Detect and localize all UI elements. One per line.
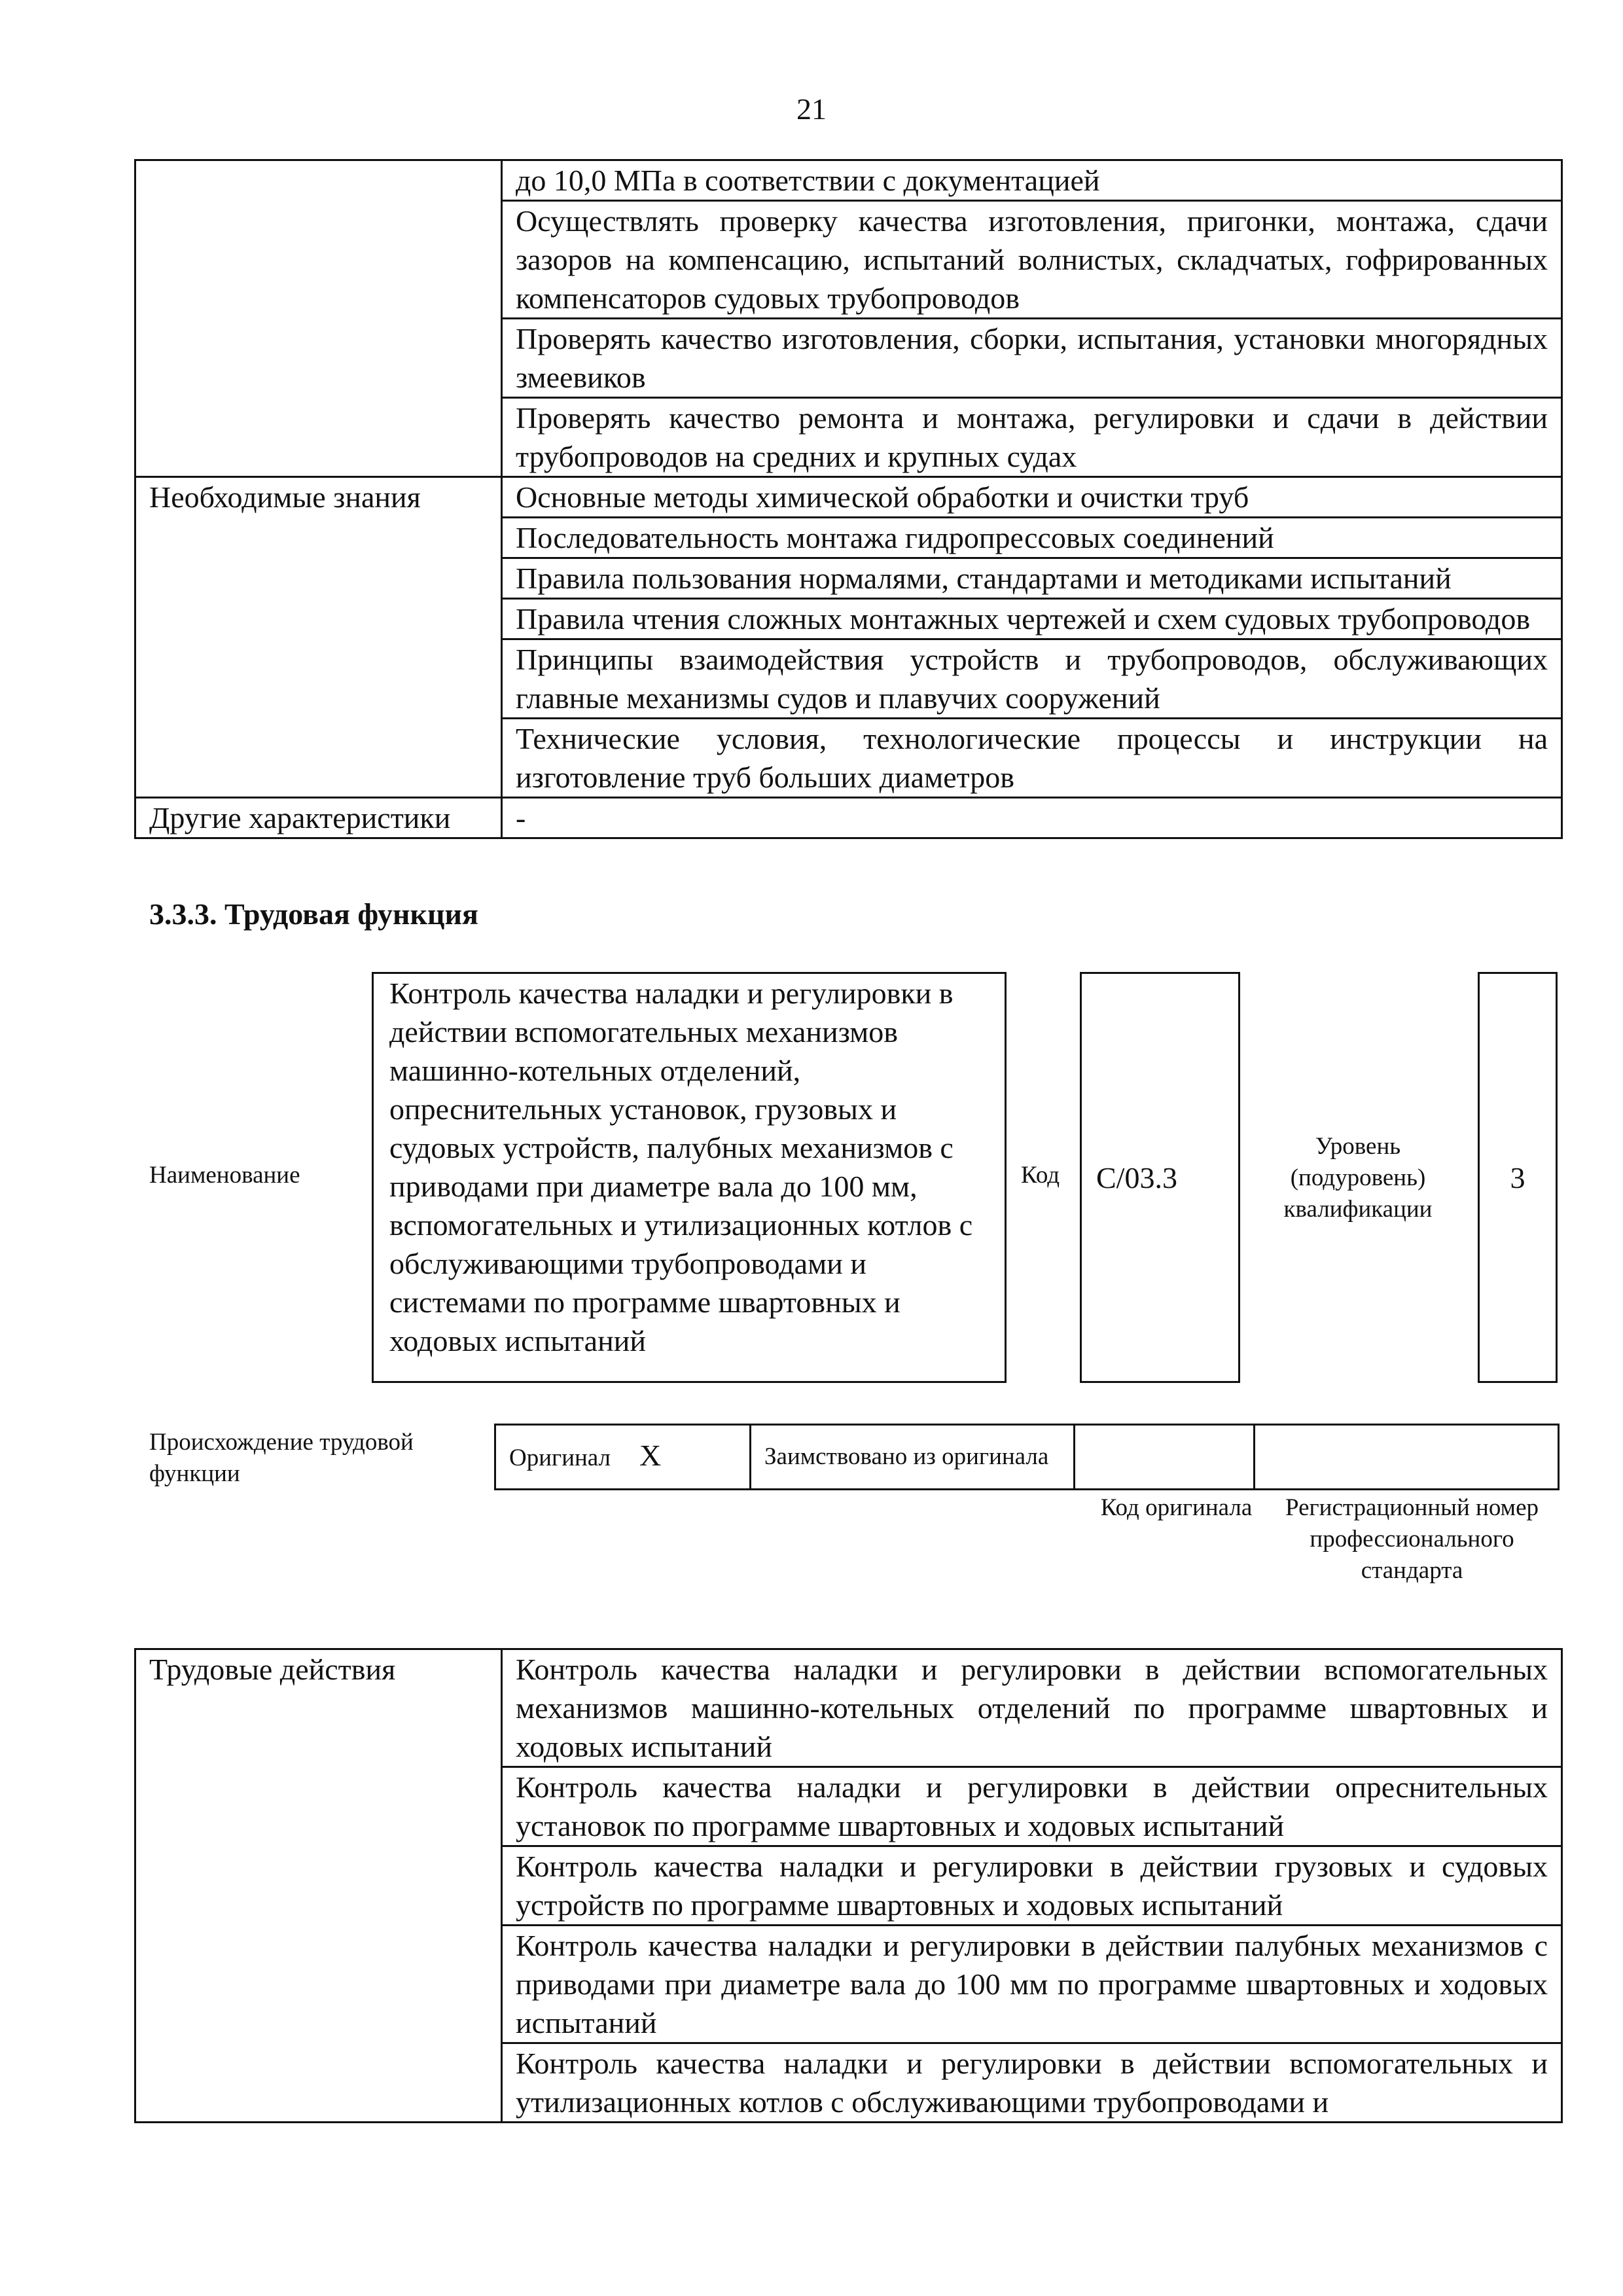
code-value: C/03.3	[1096, 1161, 1177, 1194]
labor-actions-table	[134, 1648, 1563, 2123]
knowledge-cell: Правила чтения сложных монтажных чертежей и схем судовых трубопроводов	[502, 599, 1562, 639]
knowledge-cell: Технические условия, технологические процессы и инструкции на изготовление труб больших диаметров	[502, 719, 1562, 798]
level-label: Уровень (подуровень) квалификации	[1283, 1133, 1433, 1223]
action-cell: Контроль качества наладки и регулировки в действии вспомогательных и утилизационных котлов с обслуживающими трубопроводами и	[502, 2043, 1562, 2123]
code-label: Код	[1021, 1162, 1060, 1189]
knowledge-cell: Основные методы химической обработки и очистки труб	[502, 477, 1562, 518]
code-box	[1080, 972, 1240, 1383]
level-box	[1478, 972, 1558, 1383]
continued-label-cell	[135, 160, 502, 477]
knowledge-cell: Принципы взаимодействия устройств и трубопроводов, обслуживающих главные механизмы судов и плавучих сооружений	[502, 639, 1562, 719]
reg-number-caption: Регистрационный номер профессионального стандарта	[1285, 1494, 1539, 1584]
original-cell	[495, 1425, 751, 1490]
skill-cell: Проверять качество ремонта и монтажа, регулировки и сдачи в действии трубопроводов на средних и крупных судах	[502, 398, 1562, 477]
action-cell: Контроль качества наладки и регулировки в действии опреснительных установок по программе швартовных и ходовых испытаний	[502, 1767, 1562, 1846]
function-name-box	[372, 972, 1007, 1383]
knowledge-label: Необходимые знания	[135, 477, 502, 798]
origin-label	[149, 1427, 476, 1490]
original-mark: X	[639, 1439, 662, 1472]
other-label: Другие характеристики	[135, 798, 502, 838]
skill-cell: Проверять качество изготовления, сборки, испытания, установки многорядных змеевиков	[502, 319, 1562, 398]
section-heading: 3.3.3. Трудовая функция	[149, 897, 478, 931]
code-original-caption: Код оригинала	[1100, 1494, 1253, 1521]
skill-cell: до 10,0 МПа в соответствии с документацией	[502, 160, 1562, 201]
action-cell: Контроль качества наладки и регулировки в действии грузовых и судовых устройств по программе швартовных и ходовых испытаний	[502, 1846, 1562, 1926]
knowledge-cell: Последовательность монтажа гидропрессовых соединений	[502, 518, 1562, 558]
name-label: Наименование	[149, 1162, 300, 1189]
code-original-cell	[1075, 1425, 1255, 1490]
knowledge-cell: Правила пользования нормалями, стандартами и методиками испытаний	[502, 558, 1562, 599]
action-cell: Контроль качества наладки и регулировки в действии палубных механизмов с приводами при диаметре вала до 100 мм по программе швартовных и ходовых испытаний	[502, 1926, 1562, 2043]
skill-cell: Осуществлять проверку качества изготовления, пригонки, монтажа, сдачи зазоров на компенсацию, испытаний волнистых, складчатых, гофрированных компенсаторов судовых трубопроводов	[502, 201, 1562, 319]
reg-number-cell	[1255, 1425, 1559, 1490]
actions-label: Трудовые действия	[135, 1649, 502, 2123]
borrowed-label: Заимствовано из оригинала	[751, 1425, 1075, 1490]
original-label: Оригинал	[509, 1444, 611, 1471]
function-name-text: Контроль качества наладки и регулировки в действии вспомогательных механизмов машинно-котельных отделений, опреснительных установок, грузовых и судовых устройств, палубных механизмов с приводами при диаметре вала до 100 мм, вспомогательных и утилизационных котлов с обслуживающими трубопроводами и системами по программе швартовных и ходовых испытаний	[389, 977, 973, 1357]
other-value: -	[502, 798, 1562, 838]
origin-label-text: Происхождение трудовой функции	[149, 1429, 414, 1487]
origin-table	[494, 1424, 1560, 1490]
action-cell: Контроль качества наладки и регулировки в действии вспомогательных механизмов машинно-котельных отделений по программе швартовных и ходовых испытаний	[502, 1649, 1562, 1767]
skills-knowledge-table	[134, 159, 1563, 839]
level-value: 3	[1510, 1161, 1525, 1194]
page-number: 21	[796, 92, 827, 126]
